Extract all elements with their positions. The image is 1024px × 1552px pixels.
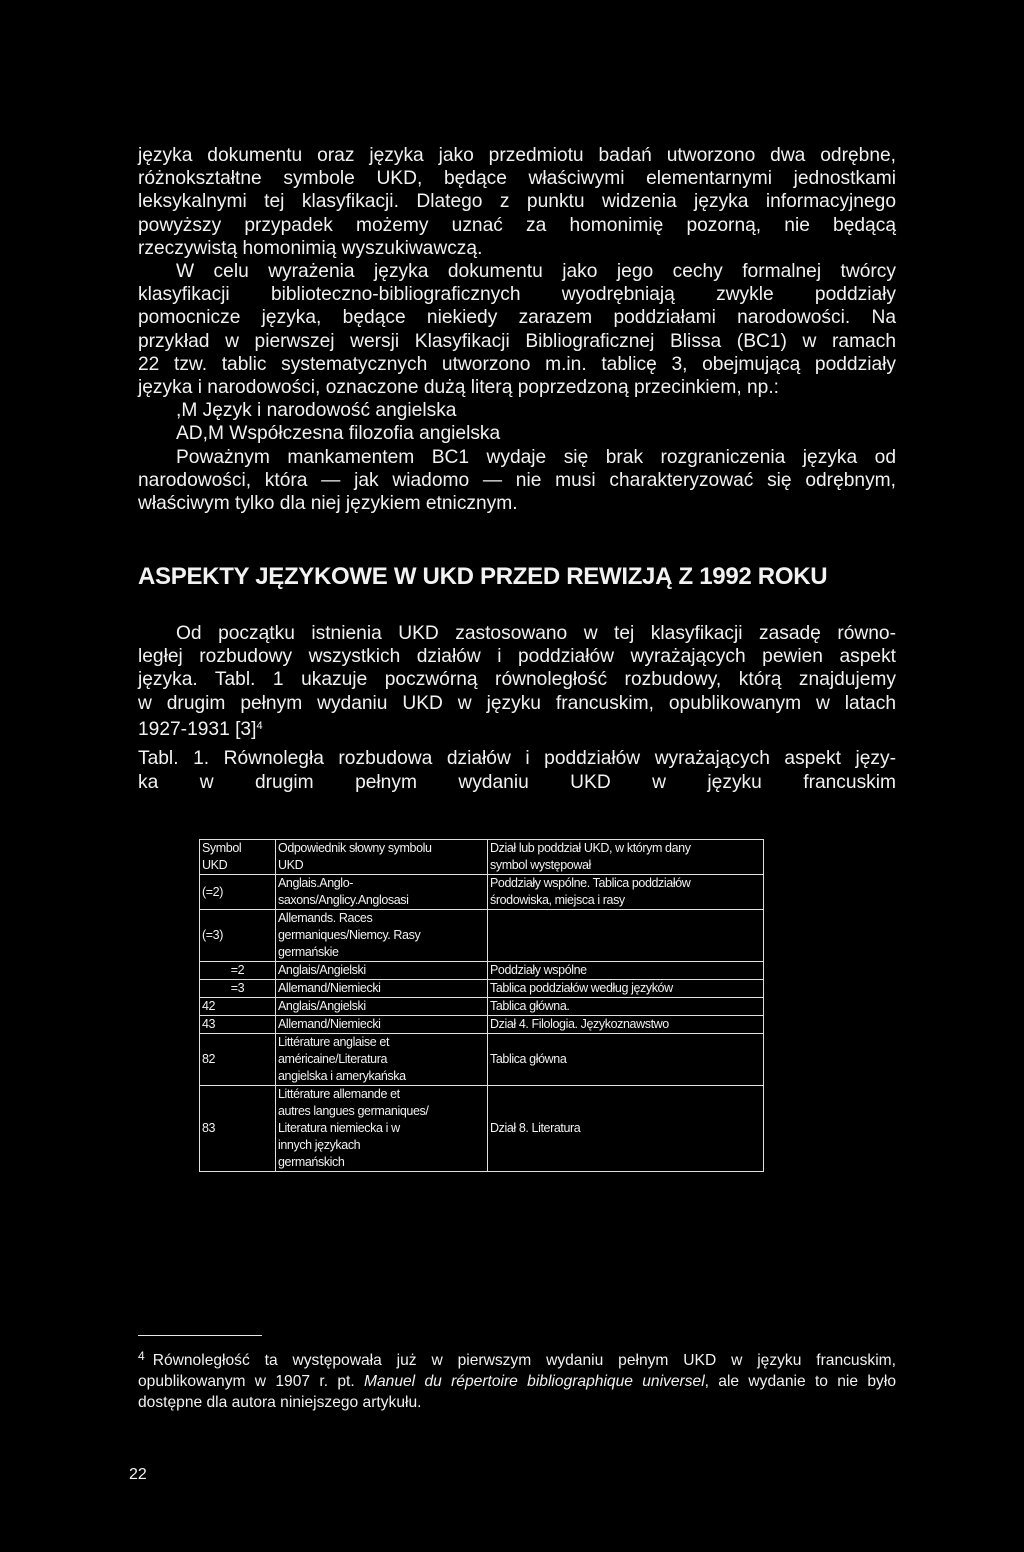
cell-line: Dział lub poddział UKD, w którym dany [490, 841, 691, 855]
section-cell: Dział 4. Filologia. Językoznawstwo [488, 1016, 764, 1034]
footnote-text: , ale wydanie to nie było [704, 1373, 896, 1391]
equivalent-cell: Allemand/Niemiecki [276, 1016, 488, 1034]
cell-line: Odpowiednik słowny symbolu [278, 841, 432, 855]
section-cell [488, 910, 764, 962]
symbol-cell: =3 [200, 980, 276, 998]
header-cell-symbol [200, 840, 276, 875]
cell-line: germańskie [278, 945, 339, 959]
text-line: narodowości, która — jak wiadomo — nie musi charakteryzować się odrębnym, [138, 469, 896, 491]
symbol-cell: 83 [200, 1086, 276, 1172]
footnote-number: 4 [138, 1349, 145, 1363]
symbol-cell: (=3) [200, 910, 276, 962]
symbol-cell: 82 [200, 1034, 276, 1086]
cell-line: Allemands. Races [278, 911, 373, 925]
table-caption [138, 747, 896, 794]
section-cell: Tablica główna [488, 1034, 764, 1086]
text-line: języka dokumentu oraz języka jako przedmiotu badań utworzono dwa odrębne, [138, 145, 896, 166]
text-line: w drugim pełnym wydaniu UKD w języku francuskim, opublikowanym w latach [138, 692, 896, 714]
section-cell: Dział 8. Literatura [488, 1086, 764, 1172]
caption-line: ka w drugim pełnym wydaniu UKD w języku francuskim [138, 771, 896, 793]
text-line: języka. Tabl. 1 ukazuje poczwórną równoległość rozbudowy, którą znajdujemy [138, 669, 896, 691]
paragraph-2 [138, 260, 896, 399]
equivalent-cell: Anglais/Angielski [276, 962, 488, 980]
cell-line: UKD [278, 858, 304, 872]
table-row [200, 980, 764, 998]
cell-line: américaine/Literatura [278, 1052, 388, 1066]
body-text-block [138, 144, 896, 515]
cell-line: saxons/Anglicy.Anglosasi [278, 893, 409, 907]
equivalent-cell [276, 1086, 488, 1172]
symbol-cell: 42 [200, 998, 276, 1016]
section-cell [488, 875, 764, 910]
cell-line: symbol występował [490, 858, 591, 872]
example-line: ,M Język i narodowość angielska [176, 400, 457, 422]
equivalent-cell [276, 1034, 488, 1086]
text-line: przykład w pierwszej wersji Klasyfikacji Bibliograficznej Blissa (BC1) w ramach [138, 330, 896, 352]
footnote-reference: 4 [256, 719, 263, 732]
footnote-line: dostępne dla autora niniejszego artykułu. [138, 1394, 422, 1412]
cell-line: germaniques/Niemcy. Rasy [278, 928, 421, 942]
cell-line: Littérature anglaise et [278, 1035, 390, 1049]
cell-line: autres langues germaniques/ [278, 1104, 429, 1118]
cell-line: UKD [202, 858, 228, 872]
example-line: AD,M Współczesna filozofia angielska [176, 423, 501, 445]
text-line-content: 1927-1931 [3] [138, 718, 257, 740]
text-line: leksykalnymi tej klasyfikacji. Dlatego z punktu widzenia języka informacyjnego [138, 191, 896, 213]
paragraph-3 [138, 446, 896, 516]
footnote-divider [138, 1335, 262, 1336]
text-line: klasyfikacji biblioteczno-bibliograficznych wyodrębniają zwykle poddziały [138, 284, 896, 306]
text-line: powyższy przypadek możemy uznać za homonimię pozorną, nie będącą [138, 214, 896, 236]
cell-line: angielska i amerykańska [278, 1069, 406, 1083]
section-cell: Tablica główna. [488, 998, 764, 1016]
text-line: 22 tzw. tablic systematycznych utworzono m.in. tablicę 3, obejmującą poddziały [138, 353, 896, 375]
text-line: Od początku istnienia UKD zastosowano w tej klasyfikacji zasadę równo- [176, 623, 896, 644]
cell-line: Symbol [202, 841, 242, 855]
table-row [200, 962, 764, 980]
equivalent-cell [276, 875, 488, 910]
table-row [200, 1086, 764, 1172]
text-line: Poważnym mankamentem BC1 wydaje się brak rozgraniczenia języka od [176, 446, 896, 468]
header-cell-section [488, 840, 764, 875]
header-cell-equivalent [276, 840, 488, 875]
footnote-line [138, 1346, 896, 1371]
symbol-cell: (=2) [200, 875, 276, 910]
text-line: pomocnicze języka, będące niekiedy zarazem poddziałami narodowości. Na [138, 307, 896, 329]
table-row [200, 1016, 764, 1034]
cell-line: Literatura niemiecka i w [278, 1121, 400, 1135]
symbol-cell: 43 [200, 1016, 276, 1034]
footnote-title: Manuel du répertoire bibliographique universel [364, 1373, 705, 1391]
section-cell: Tablica poddziałów według języków [488, 980, 764, 998]
cell-line: Poddziały wspólne. Tablica poddziałów [490, 876, 691, 890]
equivalent-cell: Allemand/Niemiecki [276, 980, 488, 998]
equivalent-cell [276, 910, 488, 962]
footnote-line [138, 1371, 896, 1392]
section-cell: Poddziały wspólne [488, 962, 764, 980]
text-line: rzeczywistą homonimią wyszukiwawczą. [138, 237, 483, 259]
cell-line: germańskich [278, 1155, 345, 1169]
ukd-table [199, 839, 764, 1172]
cell-line: innych językach [278, 1138, 361, 1152]
text-line: W celu wyrażenia języka dokumentu jako jego cechy formalnej twórcy [176, 261, 896, 283]
examples [138, 399, 896, 445]
cell-line: Anglais.Anglo- [278, 876, 354, 890]
symbol-cell: =2 [200, 962, 276, 980]
table-row [200, 1034, 764, 1086]
caption-line: Tabl. 1. Równoległa rozbudowa działów i poddziałów wyrażających aspekt języ- [138, 748, 896, 769]
table-row [200, 875, 764, 910]
table-row [200, 910, 764, 962]
footnote-text: Równoległość ta występowała już w pierwszym wydaniu pełnym UKD w języku francuskim, [152, 1352, 896, 1369]
paragraph-1 [138, 144, 896, 260]
text-line: języka i narodowości, oznaczone dużą literą poprzedzoną przecinkiem, np.: [138, 377, 780, 399]
footnote-text: opublikowanym w 1907 r. pt. [138, 1373, 364, 1391]
footnote [138, 1346, 896, 1414]
page-number: 22 [129, 1466, 147, 1483]
text-line: różnokształtne symbole UKD, będące właściwymi elementarnymi jednostkami [138, 168, 896, 190]
table-row [200, 998, 764, 1016]
text-line: właściwym tylko dla niej językiem etnicznym. [138, 493, 518, 515]
equivalent-cell: Anglais/Angielski [276, 998, 488, 1016]
text-line: ległej rozbudowy wszystkich działów i poddziałów wyrażających pewien aspekt [138, 646, 896, 668]
cell-line: środowiska, miejsca i rasy [490, 893, 625, 907]
section-heading: ASPEKTY JĘZYKOWE W UKD PRZED REWIZJĄ Z 1992 ROKU [138, 563, 828, 590]
cell-line: Littérature allemande et [278, 1087, 400, 1101]
text-line [138, 715, 896, 741]
table-header-row [200, 840, 764, 875]
paragraph-4 [138, 622, 896, 741]
